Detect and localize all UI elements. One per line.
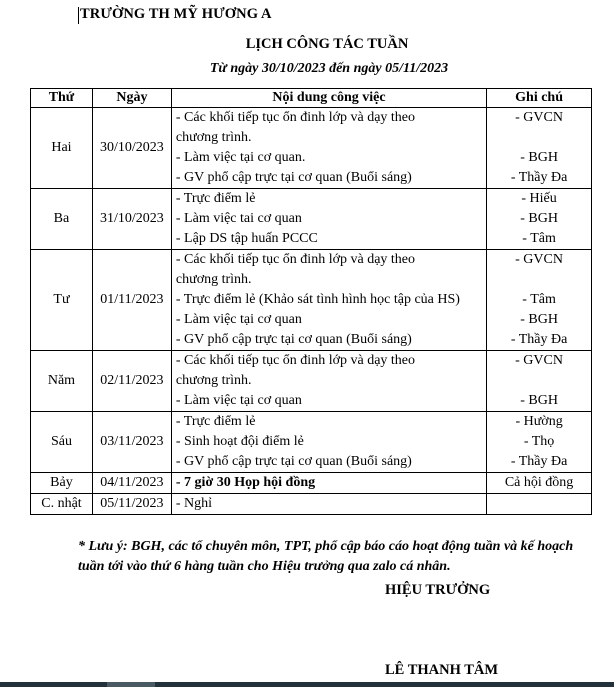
note-line: - GVCN [515, 353, 563, 368]
row-notes [487, 108, 592, 189]
row-content [171, 108, 486, 189]
content-line: - Làm việc tại cơ quan. [175, 150, 306, 165]
row-content [171, 351, 486, 412]
note-line: - BGH [520, 393, 558, 408]
table-row [31, 108, 592, 189]
row-notes [487, 250, 592, 351]
schedule-body [31, 108, 592, 515]
header-notes: Ghi chú [487, 89, 592, 108]
row-notes [487, 189, 592, 250]
note-line: - Thọ [523, 434, 555, 449]
row-date: 03/11/2023 [92, 412, 171, 473]
content-line: - Lập DS tập huấn PCCC [175, 231, 318, 246]
row-content [171, 412, 486, 473]
content-line: - Các khối tiếp tục ổn đinh lớp và dạy theo [175, 353, 416, 368]
content-line: - Trực điểm lẻ (Khảo sát tình hình học tập của HS) [175, 292, 460, 307]
content-line: chương trình. [175, 130, 252, 145]
table-row [31, 473, 592, 494]
signature-title: HIỆU TRƯỞNG [385, 582, 491, 598]
note-line: - GVCN [515, 110, 563, 125]
row-content [171, 473, 486, 494]
content-line: - GV phổ cập trực tại cơ quan (Buổi sáng) [175, 332, 412, 347]
taskbar-item[interactable] [107, 682, 155, 687]
signature-name: LÊ THANH TÂM [385, 662, 499, 678]
content-line: - GV phổ cập trực tại cơ quan (Buổi sáng) [175, 454, 412, 469]
content-line: - Sinh hoạt đội điểm lẻ [175, 434, 304, 449]
content-line: - Làm việc tại cơ quan [175, 393, 302, 408]
table-header-row [31, 89, 592, 108]
note-line: - Thầy Đa [510, 170, 568, 185]
row-day: Năm [31, 351, 93, 412]
content-line: - Các khối tiếp tục ổn đinh lớp và dạy theo [175, 252, 416, 267]
row-date: 04/11/2023 [92, 473, 171, 494]
note-line: - Thầy Đa [510, 454, 568, 469]
table-row [31, 412, 592, 473]
row-date: 05/11/2023 [92, 494, 171, 515]
table-row [31, 250, 592, 351]
note-line: - GVCN [515, 252, 563, 267]
note-line: - BGH [520, 211, 558, 226]
row-notes [487, 412, 592, 473]
row-content [171, 250, 486, 351]
note-line [491, 128, 587, 148]
row-day: Bảy [31, 473, 93, 494]
note-line: - BGH [520, 150, 558, 165]
content-line: - Làm việc tại cơ quan [175, 312, 302, 327]
row-day: Sáu [31, 412, 93, 473]
row-day: Ba [31, 189, 93, 250]
taskbar [0, 682, 614, 687]
note-line: - Hường [515, 414, 563, 429]
row-notes [487, 473, 592, 494]
row-day: Hai [31, 108, 93, 189]
note-line: - BGH [520, 312, 558, 327]
content-line: - Trực điểm lẻ [175, 191, 256, 206]
row-date: 30/10/2023 [92, 108, 171, 189]
row-date: 02/11/2023 [92, 351, 171, 412]
content-line: chương trình. [175, 373, 252, 388]
schedule-table [30, 88, 592, 515]
table-row [31, 189, 592, 250]
school-name: TRƯỜNG TH MỸ HƯƠNG A [80, 6, 272, 22]
note-line [491, 371, 587, 391]
row-content [171, 494, 486, 515]
content-line: - Nghỉ [175, 496, 213, 511]
content-line: - 7 giờ 30 Họp hội đồng [175, 475, 316, 490]
row-notes [487, 494, 592, 515]
row-date: 01/11/2023 [92, 250, 171, 351]
row-day: Tư [31, 250, 93, 351]
table-row [31, 351, 592, 412]
content-line: - Trực điểm lẻ [175, 414, 256, 429]
content-line: chương trình. [175, 272, 252, 287]
row-date: 31/10/2023 [92, 189, 171, 250]
header-content: Nội dung công việc [171, 89, 486, 108]
row-day: C. nhật [31, 494, 93, 515]
note-line: - Tâm [522, 231, 556, 246]
note-line [491, 494, 587, 514]
note-line [491, 270, 587, 290]
footer-note: * Lưu ý: BGH, các tổ chuyên môn, TPT, phổ cập báo cáo hoạt động tuần và kế hoạch tuần tới vào thứ 6 hàng tuần cho Hiệu trưởng qua zalo cá nhân. [78, 539, 574, 574]
page-title: LỊCH CÔNG TÁC TUẦN [245, 36, 409, 52]
row-content [171, 189, 486, 250]
content-line: - Làm việc tai cơ quan [175, 211, 302, 226]
row-notes [487, 351, 592, 412]
note-line: Cả hội đồng [504, 475, 574, 490]
content-line: - Các khối tiếp tục ổn đinh lớp và dạy theo [175, 110, 416, 125]
header-day: Thứ [31, 89, 93, 108]
note-line: - Hiếu [521, 191, 557, 206]
note-line: - Thầy Đa [510, 332, 568, 347]
date-range: Từ ngày 30/10/2023 đến ngày 05/11/2023 [209, 61, 449, 76]
header-date: Ngày [92, 89, 171, 108]
content-line: - GV phổ cập trực tại cơ quan (Buổi sáng) [175, 170, 412, 185]
note-line: - Tâm [522, 292, 556, 307]
text-cursor [78, 7, 79, 24]
table-row [31, 494, 592, 515]
